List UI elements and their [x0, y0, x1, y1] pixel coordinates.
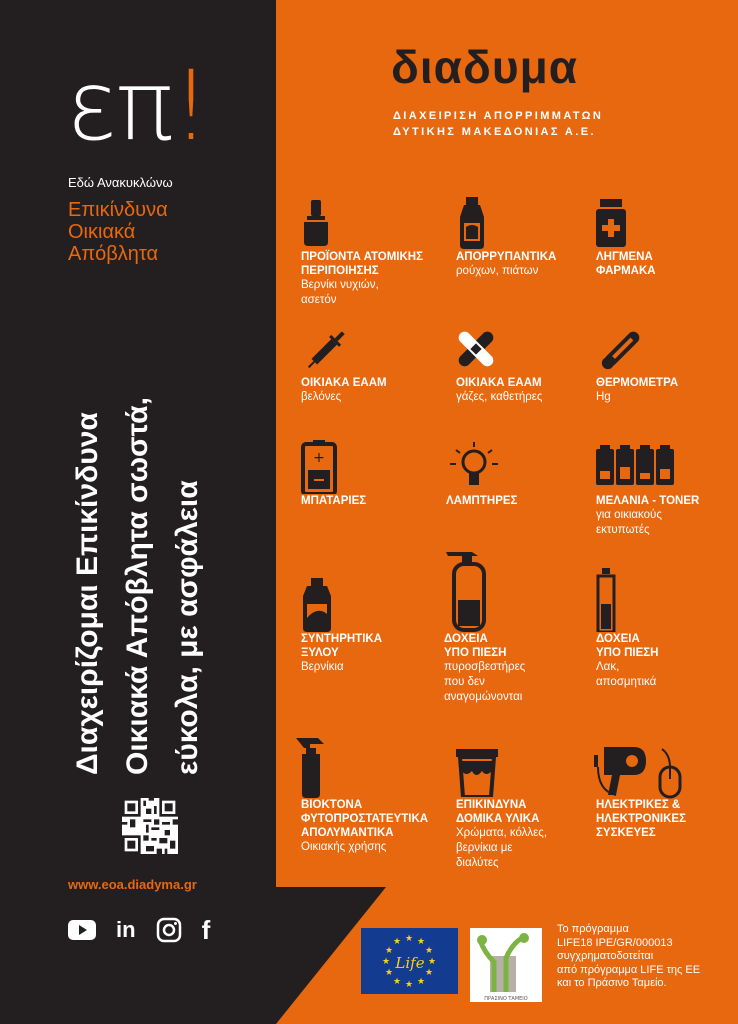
category-line: Απόβλητα	[68, 243, 159, 265]
hair-dryer-mouse-icon	[590, 747, 686, 799]
svg-text:★: ★	[404, 980, 414, 990]
logo-bang: !	[171, 50, 209, 162]
item-gauze	[456, 322, 604, 405]
item-desc: αποσμητικά	[596, 676, 657, 688]
slogan-line: Διαχειρίζομαι Επικίνδυνα	[71, 412, 104, 775]
item-title: ΠΡΟΪΟΝΤΑ ΑΤΟΜΙΚΗΣ	[301, 251, 424, 263]
item-desc: πυροσβεστήρες	[444, 661, 526, 673]
item-desc: Βερνίκι νυχιών,	[301, 279, 379, 291]
item-desc: ασετόν	[301, 294, 337, 306]
svg-text:★: ★	[427, 957, 437, 967]
item-desc: Βερνίκια	[301, 661, 344, 673]
detergent-bottle-icon	[456, 197, 488, 249]
slogan-line: Οικιακά Απόβλητα σωστά,	[121, 397, 154, 775]
linkedin-icon[interactable]: in	[116, 917, 136, 942]
program-line: Το πρόγραμμα	[557, 923, 629, 935]
svg-text:+: +	[313, 450, 325, 466]
svg-text:★: ★	[416, 977, 426, 987]
item-personal-care	[301, 196, 449, 308]
item-desc: γάζες, καθετήρες	[456, 391, 543, 403]
item-ink-toner	[596, 440, 738, 538]
item-desc: που δεν	[444, 676, 485, 688]
svg-text:★: ★	[424, 968, 434, 978]
social-links	[68, 916, 210, 944]
item-title: ΟΙΚΙΑΚΑ ΕΑΑΜ	[301, 377, 387, 389]
item-title: ΑΠΟΡΡΥΠΑΝΤΙΚΑ	[456, 251, 557, 263]
green-fund-label: ΠΡΑΣΙΝΟ ΤΑΜΕΙΟ	[484, 996, 528, 1002]
spray-can-icon	[596, 568, 616, 632]
fire-extinguisher-icon	[444, 548, 494, 632]
item-title: ΠΕΡΙΠΟΙΗΣΗΣ	[301, 265, 379, 277]
item-desc: εκτυπωτές	[596, 524, 650, 536]
medicine-bottle-icon	[596, 199, 626, 247]
svg-text:★: ★	[424, 946, 434, 956]
thermometer-icon	[596, 324, 648, 374]
slogan-line: εύκολα, με ασφάλεια	[171, 480, 204, 775]
item-title: ΟΙΚΙΑΚΑ ΕΑΑΜ	[456, 377, 542, 389]
svg-text:★: ★	[381, 957, 391, 967]
item-title: ΥΠΟ ΠΙΕΣΗ	[596, 647, 659, 659]
item-biocides	[294, 734, 442, 855]
item-desc: για οικιακούς	[596, 509, 662, 521]
item-title: ΘΕΡΜΟΜΕΤΡΑ	[596, 377, 679, 389]
youtube-icon[interactable]	[68, 916, 96, 944]
item-building-materials	[456, 748, 604, 871]
item-title: ΔΟΜΙΚΑ ΥΛΙΚΑ	[456, 813, 540, 825]
item-title: ΑΠΟΛΥΜΑΝΤΙΚΑ	[301, 827, 394, 839]
item-title: ΣΥΣΚΕΥΕΣ	[596, 827, 656, 839]
category-line: Οικιακά	[68, 221, 136, 243]
item-fire-extinguishers	[444, 548, 592, 705]
item-wood-preservatives	[301, 578, 449, 675]
nail-polish-icon	[301, 200, 331, 246]
diadyma-logo: διαδυμα	[391, 41, 579, 93]
item-title: ΛΑΜΠΤΗΡΕΣ	[446, 495, 518, 507]
item-detergents	[456, 196, 604, 279]
logo-main: επ	[66, 50, 172, 162]
wood-preservative-icon	[301, 578, 333, 632]
item-desc: Χρώματα, κόλλες,	[456, 827, 548, 839]
svg-text:★: ★	[392, 977, 402, 987]
vertical-slogan	[63, 315, 213, 775]
program-line: LIFE18 IPE/GR/000013	[557, 936, 673, 949]
program-line: συγχρηματοδοτείται	[557, 950, 654, 962]
program-line: από πρόγραμμα LIFE της ΕΕ	[557, 963, 701, 976]
item-title: ΕΠΙΚΙΝΔΥΝΑ	[456, 799, 527, 811]
ep-logo	[66, 50, 209, 162]
svg-text:★: ★	[384, 946, 394, 956]
green-fund-logo	[470, 928, 542, 1002]
item-lamps	[446, 440, 594, 508]
item-title: ΒΙΟΚΤΟΝΑ	[301, 799, 363, 811]
brand-subtitle-line: ΔΥΤΙΚΗΣ ΜΑΚΕΔΟΝΙΑΣ Α.Ε.	[393, 126, 596, 138]
item-desc: Οικιακής χρήσης	[301, 841, 387, 853]
item-title: ΜΠΑΤΑΡΙΕΣ	[301, 495, 367, 507]
ink-cartridges-icon	[596, 443, 676, 491]
paint-bucket-icon	[456, 749, 498, 797]
item-desc: Hg	[596, 391, 611, 403]
category-line: Επικίνδυνα	[68, 199, 168, 221]
eu-life-label: Life	[395, 954, 425, 972]
item-title: ΔΟΧΕΙΑ	[596, 633, 640, 645]
item-title: ΜΕΛΑΝΙΑ - TONER	[596, 495, 700, 507]
item-title: ΥΠΟ ΠΙΕΣΗ	[444, 647, 507, 659]
tagline: Εδώ Ανακυκλώνω	[68, 175, 173, 190]
item-aerosols	[596, 568, 738, 690]
svg-text:★: ★	[384, 968, 394, 978]
item-needles	[301, 322, 449, 405]
item-title: ΗΛΕΚΤΡΙΚΕΣ &	[596, 799, 681, 811]
item-thermometers	[596, 322, 738, 405]
item-title: ΗΛΕΚΤΡΟΝΙΚΕΣ	[596, 813, 686, 825]
program-note	[557, 923, 727, 991]
item-title: ΣΥΝΤΗΡΗΤΙΚΑ	[301, 633, 383, 645]
battery-icon	[301, 440, 337, 494]
svg-text:★: ★	[404, 934, 414, 944]
item-desc: Λακ,	[596, 661, 620, 673]
item-title: ΦΑΡΜΑΚΑ	[596, 265, 656, 277]
category-title	[68, 199, 258, 265]
item-desc: ρούχων, πιάτων	[456, 265, 539, 277]
brand-subtitle	[393, 108, 603, 140]
spray-bottle-icon	[294, 734, 330, 798]
item-batteries	[301, 440, 449, 508]
facebook-icon[interactable]: f	[201, 914, 211, 945]
item-title: ΞΥΛΟΥ	[301, 647, 339, 659]
syringe-icon	[301, 324, 353, 374]
item-title: ΦΥΤΟΠΡΟΣΤΑΤΕΥΤΙΚΑ	[301, 813, 429, 825]
eu-flag-logo	[361, 928, 458, 994]
item-title: ΔΟΧΕΙΑ	[444, 633, 488, 645]
item-desc: αναγομώνονται	[444, 691, 523, 703]
svg-text:★: ★	[392, 937, 402, 947]
item-electrical-devices	[590, 748, 738, 840]
qr-code[interactable]	[122, 798, 178, 854]
instagram-icon[interactable]	[156, 916, 182, 944]
light-bulb-icon	[446, 440, 502, 494]
bandage-icon	[456, 329, 496, 369]
item-desc: βερνίκια με	[456, 842, 513, 854]
item-title: ΛΗΓΜΕΝΑ	[596, 251, 653, 263]
website-link[interactable]: www.eoa.diadyma.gr	[68, 877, 197, 892]
svg-text:★: ★	[416, 937, 426, 947]
brand-subtitle-line: ΔΙΑΧΕΙΡΙΣΗ ΑΠΟΡΡΙΜΜΑΤΩΝ	[393, 110, 604, 122]
item-expired-medicine	[596, 196, 738, 278]
program-line: και το Πράσινο Ταμείο.	[557, 977, 667, 989]
item-desc: διαλύτες	[456, 857, 499, 869]
item-desc: βελόνες	[301, 391, 342, 403]
